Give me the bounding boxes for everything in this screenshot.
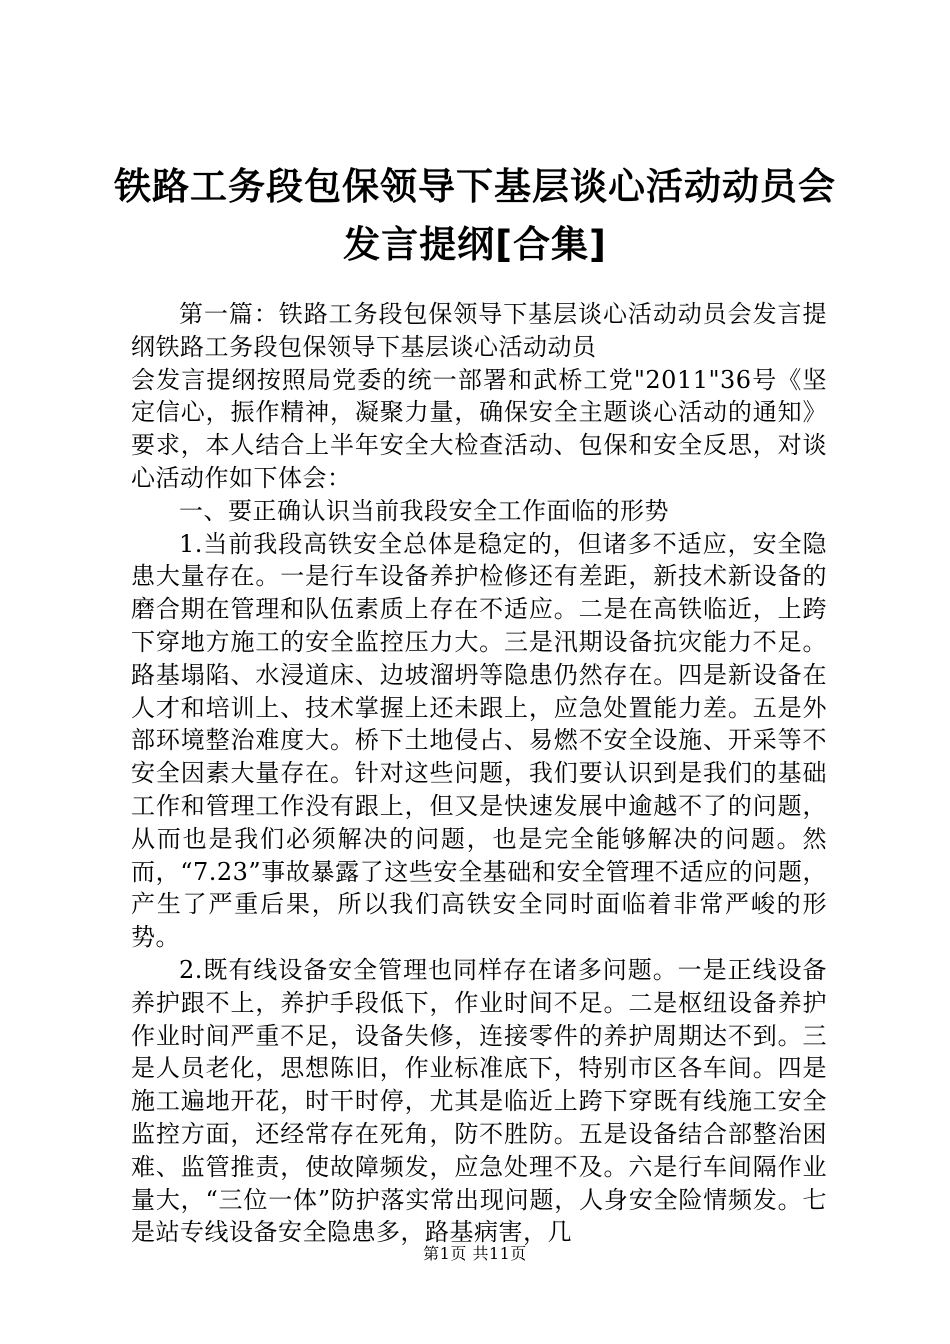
paragraph-point-2: 2.既有线设备安全管理也同样存在诸多问题。一是正线设备养护跟不上，养护手段低下，作业时间不足。二是枢纽设备养护作业时间严重不足，设备失修，连接零件的养护周期达不到。三是人员老化，思想陈旧，作业标准底下，特别市区各车间。四是施工遍地开花，时干时停，尤其是临近上跨下穿既有线施工安全监控方面，还经常存在死角，防不胜防。五是设备结合部整治困难、监管推责，使故障频发，应急处理不及。六是行车间隔作业量大，“三位一体”防护落实常出现问题，人身安全险情频发。七是站专线设备安全隐患多，路基病害，几	[131, 955, 827, 1247]
document-body	[131, 298, 827, 1249]
section-heading: 一、要正确认识当前我段安全工作面临的形势	[179, 496, 669, 525]
paragraph-point-1: 1.当前我段高铁安全总体是稳定的，但诸多不适应，安全隐患大量存在。一是行车设备养护检修还有差距，新技术新设备的磨合期在管理和队伍素质上存在不适应。二是在高铁临近，上跨下穿地方施工的安全监控压力大。三是汛期设备抗灾能力不足。路基塌陷、水浸道床、边坡溜坍等隐患仍然存在。四是新设备在人才和培训上、技术掌握上还未跟上，应急处置能力差。五是外部环境整治难度大。桥下土地侵占、易燃不安全设施、开采等不安全因素大量存在。针对这些问题，我们要认识到是我们的基础工作和管理工作没有跟上，但又是快速发展中逾越不了的问题，从而也是我们必须解决的问题，也是完全能够解决的问题。然而，“7.23”事故暴露了这些安全基础和安全管理不适应的问题，产生了严重后果，所以我们高铁安全同时面临着非常严峻的形势。	[131, 529, 827, 952]
document-title: 铁路工务段包保领导下基层谈心活动动员会发言提纲[合集]	[114, 165, 836, 266]
page-footer: 第1页 共11页	[423, 1244, 527, 1263]
paragraph-intro: 第一篇：铁路工务段包保领导下基层谈心活动动员会发言提纲铁路工务段包保领导下基层谈心活动动员	[131, 300, 827, 361]
paragraph-preface: 会发言提纲按照局党委的统一部署和武桥工党"2011"36号《坚定信心，振作精神，凝聚力量，确保安全主题谈心活动的通知》要求，本人结合上半年安全大检查活动、包保和安全反思，对谈心活动作如下体会：	[131, 365, 827, 492]
